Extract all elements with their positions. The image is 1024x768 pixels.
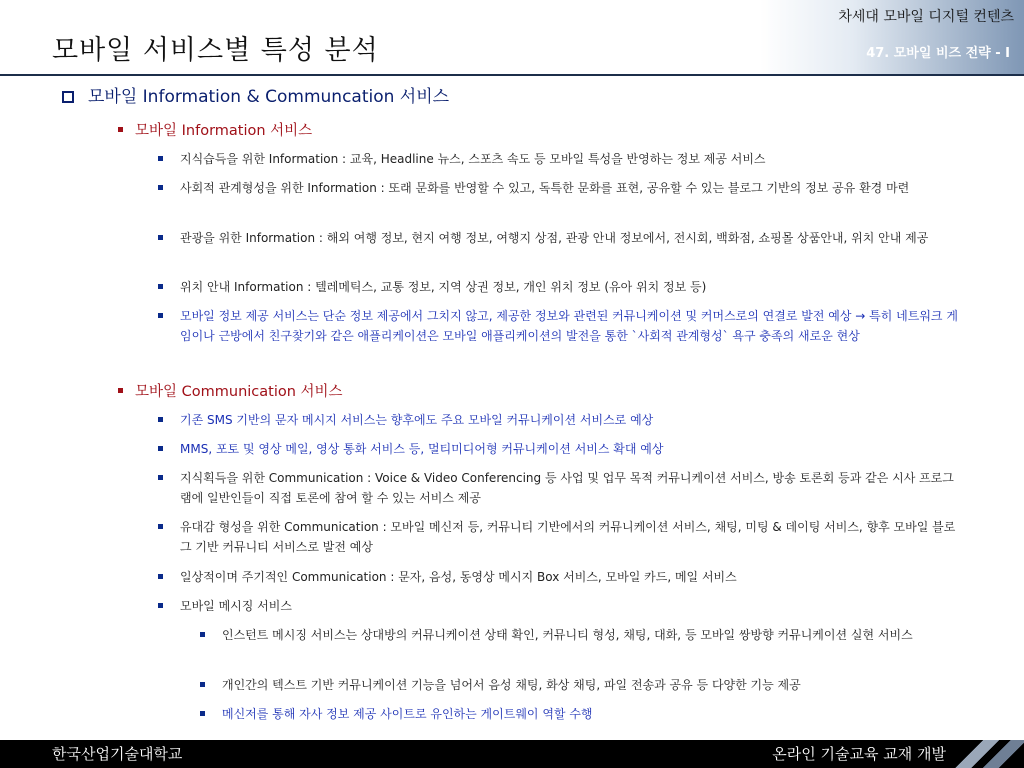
main-heading xyxy=(62,82,449,107)
square-bullet-icon xyxy=(158,156,163,161)
list-item-highlight xyxy=(158,306,964,346)
slide-header xyxy=(0,0,1024,78)
section-heading-text: 모바일 Communication 서비스 xyxy=(135,384,343,400)
list-item xyxy=(158,596,964,616)
series-title: 차세대 모바일 디지털 컨텐츠 xyxy=(838,9,1014,25)
square-bullet-icon xyxy=(118,127,123,132)
header-gradient-box xyxy=(760,0,1024,74)
list-item-text: 지식획득을 위한 Communication : Voice & Video Conferencing 등 사업 및 업무 목적 커뮤니케이션 서비스, 방송 토론회 등과 같은 시사 프로그램에 일반인들이 직접 토론에 참여 할 수 있는 서비스 제공 xyxy=(180,471,954,505)
list-item xyxy=(158,149,964,169)
square-bullet-icon xyxy=(158,524,163,529)
list-item-highlight xyxy=(158,439,964,459)
checkbox-bullet-icon xyxy=(62,91,74,103)
sub-list-item xyxy=(200,675,964,695)
list-item-text: 일상적이며 주기적인 Communication : 문자, 음성, 동영상 메시지 Box 서비스, 모바일 카드, 메일 서비스 xyxy=(180,570,737,584)
list-item-text: 사회적 관계형성을 위한 Information : 또래 문화를 반영할 수 있고, 독특한 문화를 표현, 공유할 수 있는 블로그 기반의 정보 공유 환경 마련 xyxy=(180,181,910,195)
square-bullet-icon xyxy=(158,603,163,608)
list-item-text: 모바일 정보 제공 서비스는 단순 정보 제공에서 그치지 않고, 제공한 정보와 관련된 커뮤니케이션 및 커머스로의 연결로 발전 예상 → 특히 네트워크 게임이나 근방에서 친구찾기와 같은 애플리케이션은 모바일 애플리케이션의 발전을 통한 `사회적 관계형성` 욕구 충족의 새로운 현상 xyxy=(180,309,958,343)
list-item-text: 기존 SMS 기반의 문자 메시지 서비스는 향후에도 주요 모바일 커뮤니케이션 서비스로 예상 xyxy=(180,413,654,427)
square-bullet-icon xyxy=(158,235,163,240)
footer-stripes-decoration xyxy=(954,740,1024,768)
sub-list-item-text: 메신저를 통해 자사 정보 제공 사이트로 유인하는 게이트웨이 역할 수행 xyxy=(222,707,593,721)
sub-list-item xyxy=(200,625,964,645)
list-item-text: MMS, 포토 및 영상 메일, 영상 통화 서비스 등, 멀티미디어형 커뮤니케이션 서비스 확대 예상 xyxy=(180,442,664,456)
sub-list-item-text: 개인간의 텍스트 기반 커뮤니케이션 기능을 넘어서 음성 채팅, 화상 채팅, 파일 전송과 공유 등 다양한 기능 제공 xyxy=(222,678,801,692)
list-item-text: 위치 안내 Information : 텔레메틱스, 교통 정보, 지역 상권 정보, 개인 위치 정보 (유아 위치 정보 등) xyxy=(180,280,707,294)
square-bullet-icon xyxy=(158,574,163,579)
square-bullet-icon xyxy=(200,711,205,716)
list-item xyxy=(158,228,964,248)
slide-content xyxy=(0,78,1024,738)
slide-footer xyxy=(0,740,1024,768)
sub-list-item-highlight xyxy=(200,704,964,724)
square-bullet-icon xyxy=(200,682,205,687)
square-bullet-icon xyxy=(158,446,163,451)
square-bullet-icon xyxy=(158,417,163,422)
square-bullet-icon xyxy=(158,185,163,190)
footer-institution: 한국산업기술대학교 xyxy=(52,745,183,763)
section-heading-text: 모바일 Information 서비스 xyxy=(135,123,313,139)
square-bullet-icon xyxy=(118,388,123,393)
list-item xyxy=(158,178,964,198)
section-heading-information xyxy=(118,119,312,140)
square-bullet-icon xyxy=(200,632,205,637)
list-item xyxy=(158,277,964,297)
list-item-text: 모바일 메시징 서비스 xyxy=(180,599,292,613)
footer-caption: 온라인 기술교육 교재 개발 xyxy=(772,745,946,763)
list-item-text: 유대감 형성을 위한 Communication : 모바일 메신저 등, 커뮤니티 기반에서의 커뮤니케이션 서비스, 채팅, 미팅 & 데이팅 서비스, 향후 모바일 블로그 기반 커뮤니티 서비스로 발전 예상 xyxy=(180,520,956,554)
section-heading-communication xyxy=(118,380,343,401)
list-item-highlight xyxy=(158,410,964,430)
header-divider xyxy=(0,74,1024,76)
square-bullet-icon xyxy=(158,313,163,318)
sub-list-item-text: 인스턴트 메시징 서비스는 상대방의 커뮤니케이션 상태 확인, 커뮤니티 형성, 채팅, 대화, 등 모바일 쌍방향 커뮤니케이션 실현 서비스 xyxy=(222,628,913,642)
list-item-text: 관광을 위한 Information : 해외 여행 정보, 현지 여행 정보, 여행지 상점, 관광 안내 정보에서, 전시회, 백화점, 쇼핑몰 상품안내, 위치 안내 제공 xyxy=(180,231,929,245)
list-item xyxy=(158,567,964,587)
square-bullet-icon xyxy=(158,284,163,289)
square-bullet-icon xyxy=(158,475,163,480)
main-heading-text: 모바일 Information & Communcation 서비스 xyxy=(88,87,450,107)
page-title: 모바일 서비스별 특성 분석 xyxy=(52,35,379,66)
list-item xyxy=(158,468,964,508)
section-title: 47. 모바일 비즈 전략 - I xyxy=(866,46,1010,61)
list-item-text: 지식습득을 위한 Information : 교육, Headline 뉴스, 스포츠 속도 등 모바일 특성을 반영하는 정보 제공 서비스 xyxy=(180,152,766,166)
list-item xyxy=(158,517,964,557)
